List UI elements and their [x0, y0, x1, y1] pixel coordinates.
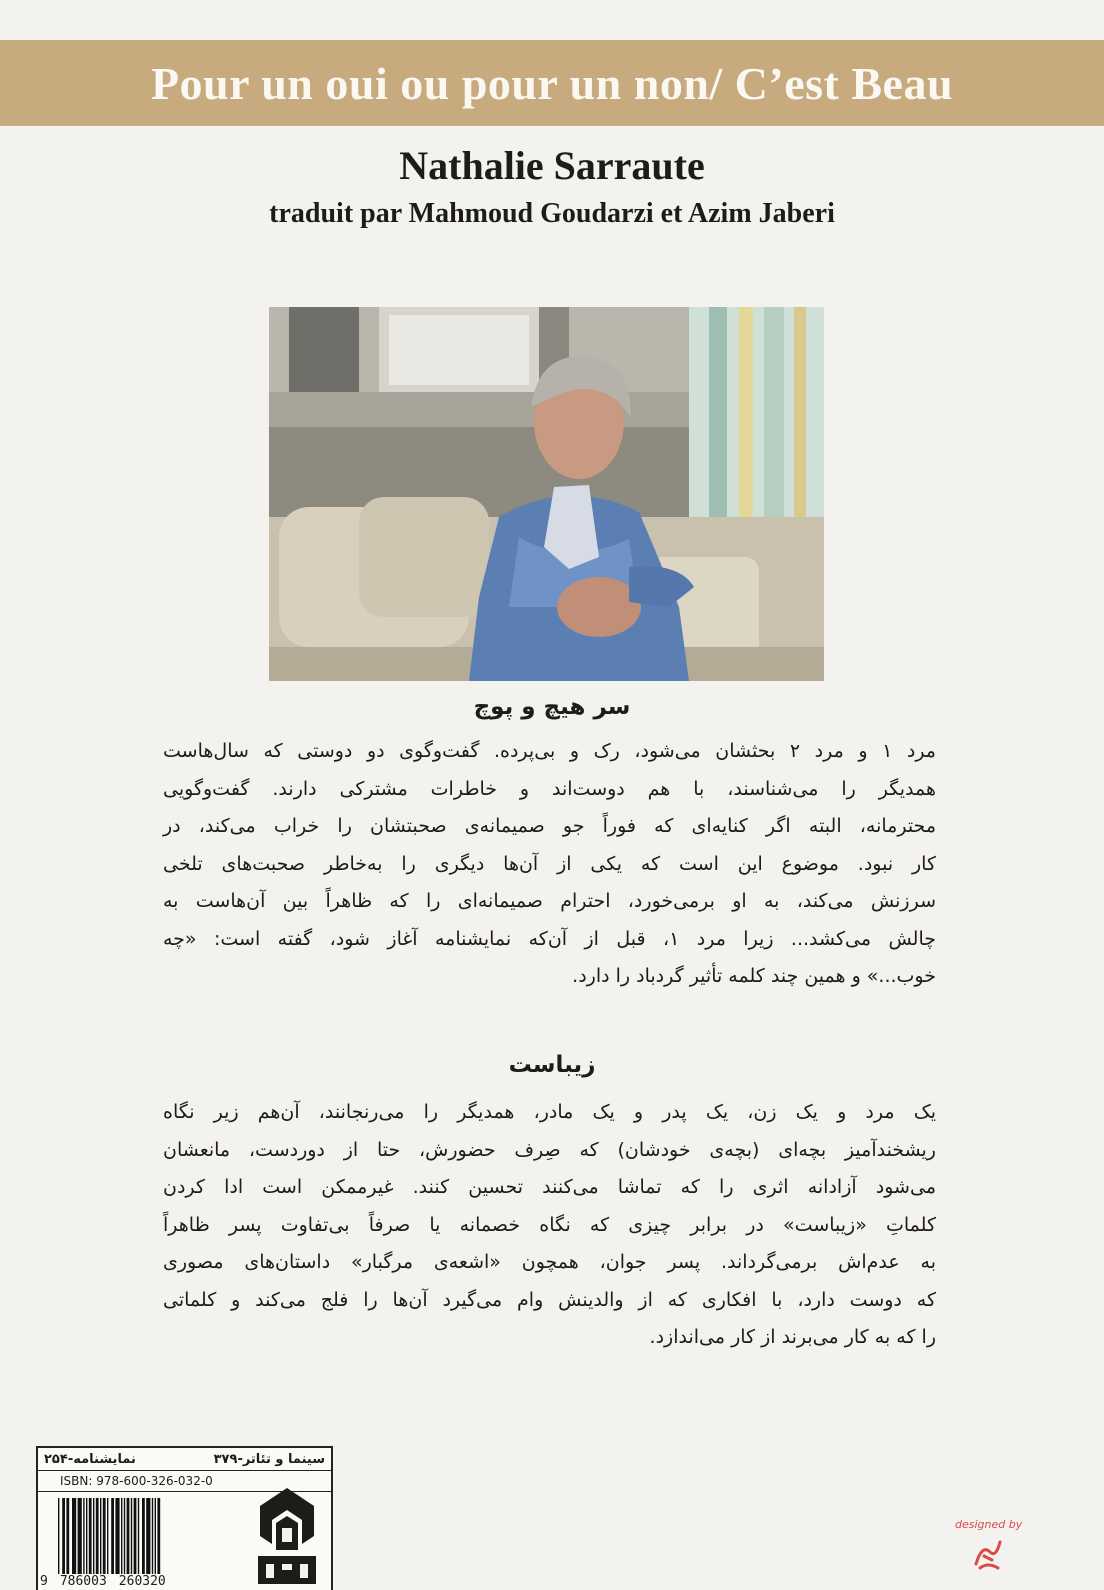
isbn-text: ISBN: 978-600-326-032-0: [60, 1474, 213, 1488]
body-line: محترمانه، البته اگر کنایه‌ای که فوراً جو صمیمانه‌ی صحبتشان را خراب می‌کند، در: [163, 815, 936, 837]
designer-label: designed by: [955, 1518, 1023, 1531]
book-title: Pour un oui ou pour un non/ C’est Beau: [150, 57, 954, 109]
body-line: را که به کار می‌برند از کار می‌اندازد.: [649, 1326, 936, 1348]
body-line: می‌شود آزادانه اثری را که تماشا می‌کنند تحسین کنند. غیرممکن است ادا کردن: [163, 1176, 936, 1198]
body-line: خوب...» و همین چند کلمه تأثیر گردباد را دارد.: [572, 965, 936, 987]
barcode-digit-group: 786003: [59, 1574, 107, 1589]
body-line: ریشخندآمیز بچه‌ای (بچه‌ی خودشان) که صِرف حضورش، حتا از دوردست، مانعشان: [163, 1138, 936, 1161]
title-band: [0, 40, 1104, 126]
section-title: سر هیچ و پوچ: [473, 694, 631, 720]
translators-line: traduit par Mahmoud Goudarzi et Azim Jaberi: [269, 198, 835, 229]
barcode-digit-group: 260320: [118, 1574, 166, 1589]
section-body: [163, 1094, 936, 1357]
body-line: یک مرد و یک زن، یک پدر و یک مادر، همدیگر را می‌رنجانند، آن‌هم زیر نگاه: [163, 1101, 936, 1123]
series-play: نمایشنامه-۲۵۴: [44, 1451, 136, 1467]
series-row: [38, 1448, 331, 1471]
afraz-logo-icon: [252, 1486, 322, 1586]
body-line: به عدم‌اش برمی‌گرداند. پسر جوان، همچون «اشعه‌ی مرگبار» داستان‌های مصوری: [163, 1251, 936, 1273]
body-line: مرد ۱ و مرد ۲ بحثشان می‌شود، رک و بی‌پرده. گفت‌وگوی دو دوستی که سال‌هاست: [163, 740, 936, 762]
series-cinema: سینما و تئاتر-۳۷۹: [213, 1451, 325, 1467]
section-body: [163, 733, 936, 996]
author-photo: [269, 307, 824, 681]
barcode-digit-group: 9: [40, 1574, 48, 1589]
body-line: چالش می‌کشد... زیرا مرد ۱، قبل از آن‌که نمایشنامه آغاز شود، گفته است: «چه: [163, 927, 936, 950]
body-line: کار نبود. موضوع این است که یکی از آن‌ها دیگری را به‌خاطر صحبت‌های تلخی: [163, 852, 936, 875]
section-title: زیباست: [508, 1052, 596, 1078]
designer-signature-icon: [970, 1534, 1006, 1574]
body-line: که دوست دارد، با افکاری که از والدینش وام می‌گیرد آن‌ها را فلج می‌کند و کلماتی: [163, 1288, 936, 1311]
body-line: کلماتِ «زیباست» در برابر چیزی که نگاه خصمانه یا صرفاً بی‌تفاوت پسر ظاهراً: [163, 1213, 936, 1236]
body-line: همدیگر را می‌شناسند، با هم دوست‌اند و خاطرات مشترکی دارند. گفت‌وگویی: [163, 777, 936, 800]
body-line: سرزنش می‌کند، به او برمی‌خورد، احترام صمیمانه‌ای را که ظاهراً بین آن‌هاست به: [163, 890, 936, 912]
author-name: Nathalie Sarraute: [399, 143, 705, 188]
